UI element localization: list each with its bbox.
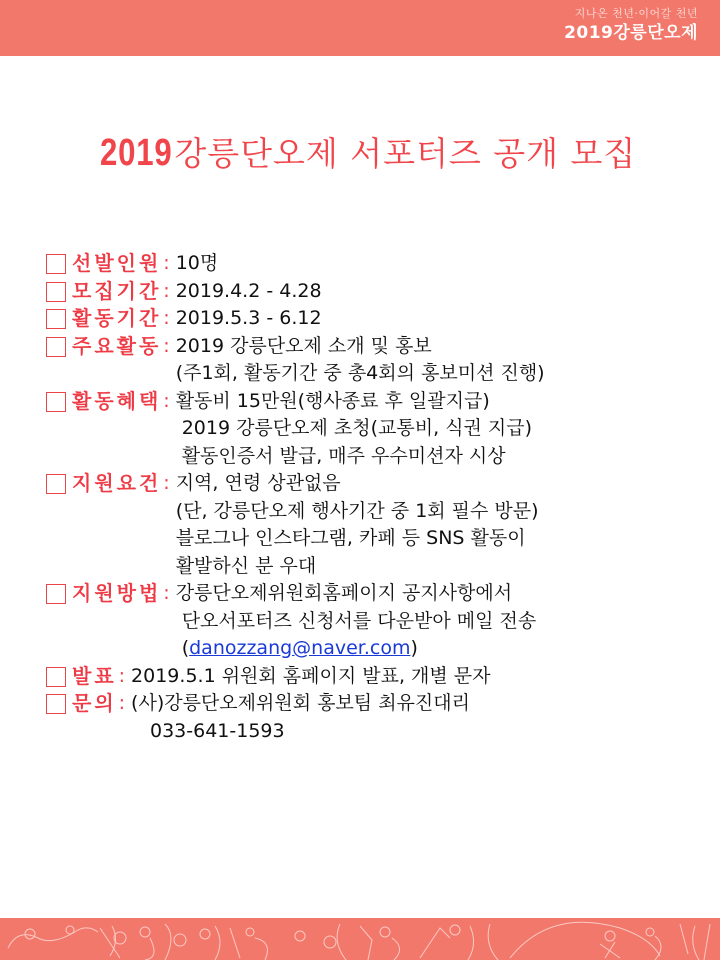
checkbox-icon [46,392,66,412]
colon: : [163,472,170,494]
item-value: 활동비 15만원(행사종료 후 일괄지급) [175,389,490,412]
checkbox-icon [46,694,66,714]
item-inquiry [46,690,706,718]
item-label: 문의 [72,691,117,715]
footer-illustration-band [0,918,720,960]
item-value: 2019 강릉단오제 초청(교통비, 식권 지급) [181,417,533,439]
brand-logo [564,6,698,44]
recruitment-details [46,250,706,745]
item-requirements [46,470,706,580]
item-label: 활동기간 [72,306,162,330]
colon: : [163,389,170,412]
item-value: 지역, 연령 상관없음 [175,472,341,494]
item-recruit-period [46,278,706,306]
item-label: 선발인원 [72,251,162,275]
email-line [182,635,537,663]
item-value: 단오서포터즈 신청서를 다운받아 메일 전송 [181,609,537,632]
item-label: 주요활동 [72,333,162,358]
checkbox-icon [46,282,66,302]
checkbox-icon [46,667,66,687]
item-benefits [46,388,706,471]
checkbox-icon [46,337,66,357]
colon: : [163,279,170,302]
item-announcement [46,663,706,691]
item-label: 지원요건 [72,471,162,495]
item-label: 활동혜택 [72,388,162,413]
item-label: 지원방법 [72,581,162,605]
email-link[interactable]: danozzang@naver.com [189,637,411,659]
item-value: 활발하신 분 우대 [175,554,317,577]
brand-name: 2019강릉단오제 [564,23,698,43]
checkbox-icon [46,584,66,604]
item-value: 2019 강릉단오제 소개 및 홍보 [175,334,432,357]
item-value: 2019.5.1 위원회 홈페이지 발표, 개별 문자 [131,664,491,687]
checkbox-icon [46,309,66,329]
colon: : [118,692,126,714]
paren: ( [181,637,190,659]
colon: : [163,252,170,274]
paren: ) [410,637,418,659]
item-label: 발표 [72,663,117,688]
brand-slogan: 지나온 천년·이어갈 천년 [574,7,698,20]
festival-illustration-icon [0,918,720,960]
item-application-method [46,580,706,663]
item-recruit-count [46,250,706,278]
header-band [0,0,720,56]
item-value: (단, 강릉단오제 행사기간 중 1회 필수 방문) [175,499,539,522]
colon: : [163,334,170,357]
item-value: 활동인증서 발급, 매주 우수미션자 시상 [181,444,506,467]
colon: : [118,664,126,687]
checkbox-icon [46,254,66,274]
item-value: 2019.5.3 - 6.12 [175,307,322,329]
item-value: 블로그나 인스타그램, 카페 등 SNS 활동이 [175,527,526,549]
colon: : [163,582,170,604]
colon: : [163,307,170,329]
item-value: 10명 [175,252,219,274]
title-year: 2019 [99,132,173,174]
item-value: 강릉단오제위원회홈페이지 공지사항에서 [175,582,513,604]
item-label: 모집기간 [72,278,162,303]
checkbox-icon [46,474,66,494]
contact-phone: 033-641-1593 [150,719,285,742]
item-main-activities [46,333,706,388]
page-title [0,128,720,179]
item-activity-period [46,305,706,333]
item-value: (사)강릉단오제위원회 홍보팀 최유진대리 [131,692,470,714]
item-value: 2019.4.2 - 4.28 [175,279,322,302]
item-value: (주1회, 활동기간 중 총4회의 홍보미션 진행) [175,362,545,384]
title-text: 강릉단오제 서포터즈 공개 모집 [174,134,637,173]
